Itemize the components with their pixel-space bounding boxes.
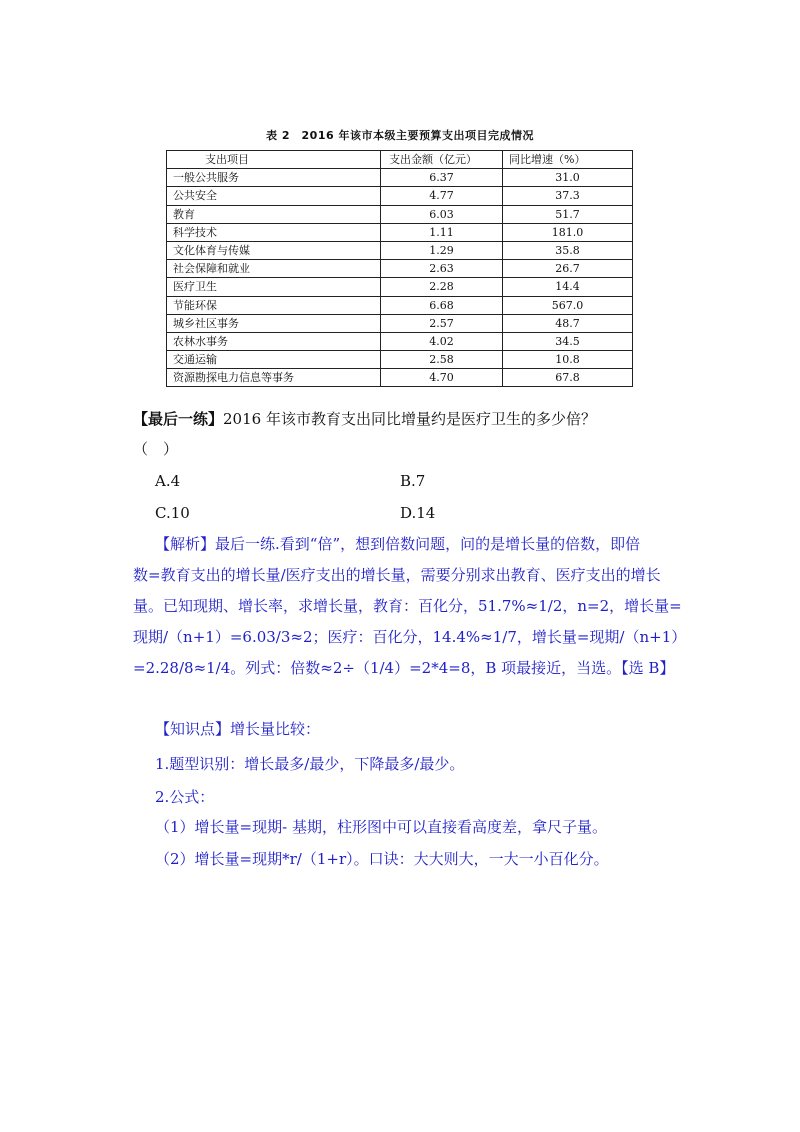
table-header-row bbox=[167, 151, 633, 169]
table-row bbox=[167, 241, 633, 259]
knowledge-line-1: 1.题型识别：增长最多/最少，下降最多/最少。 bbox=[155, 755, 465, 773]
cell-amount: 4.77 bbox=[381, 187, 503, 205]
analysis-line-3: 量。已知现期、增长率，求增长量，教育：百化分，51.7%≈1/2，n=2，增长量= bbox=[133, 597, 682, 615]
header-item: 支出项目 bbox=[167, 151, 381, 169]
cell-growth: 14.4 bbox=[503, 278, 633, 296]
cell-growth: 51.7 bbox=[503, 205, 633, 223]
cell-growth: 35.8 bbox=[503, 241, 633, 259]
cell-item: 社会保障和就业 bbox=[167, 260, 381, 278]
option-d: D.14 bbox=[400, 504, 436, 522]
cell-growth: 48.7 bbox=[503, 314, 633, 332]
cell-amount: 4.02 bbox=[381, 332, 503, 350]
cell-amount: 2.63 bbox=[381, 260, 503, 278]
knowledge-title: 【知识点】增长量比较： bbox=[155, 720, 321, 738]
cell-item: 医疗卫生 bbox=[167, 278, 381, 296]
table-row bbox=[167, 169, 633, 187]
table-row bbox=[167, 260, 633, 278]
cell-amount: 6.68 bbox=[381, 296, 503, 314]
question-prefix: 【最后一练】 bbox=[133, 410, 224, 428]
analysis-line-5: =2.28/8≈1/4。列式：倍数≈2÷（1/4）=2*4=8，B 项最接近，当选。【选 B】 bbox=[133, 659, 675, 677]
option-a: A.4 bbox=[155, 472, 181, 490]
cell-growth: 67.8 bbox=[503, 369, 633, 387]
cell-growth: 37.3 bbox=[503, 187, 633, 205]
cell-amount: 1.11 bbox=[381, 223, 503, 241]
cell-item: 教育 bbox=[167, 205, 381, 223]
table-title: 表 2 2016 年该市本级主要预算支出项目完成情况 bbox=[266, 129, 534, 142]
cell-item: 农林水事务 bbox=[167, 332, 381, 350]
cell-growth: 10.8 bbox=[503, 351, 633, 369]
analysis-line-2: 数=教育支出的增长量/医疗支出的增长量，需要分别求出教育、医疗支出的增长 bbox=[133, 566, 661, 584]
answer-bracket: （ ） bbox=[133, 440, 179, 458]
cell-growth: 31.0 bbox=[503, 169, 633, 187]
cell-item: 一般公共服务 bbox=[167, 169, 381, 187]
cell-item: 节能环保 bbox=[167, 296, 381, 314]
question-text: 2016 年该市教育支出同比增量约是医疗卫生的多少倍？ bbox=[223, 410, 596, 428]
cell-item: 公共安全 bbox=[167, 187, 381, 205]
header-growth: 同比增速（%） bbox=[503, 151, 633, 169]
cell-amount: 2.57 bbox=[381, 314, 503, 332]
cell-item: 资源勘探电力信息等事务 bbox=[167, 369, 381, 387]
question-line bbox=[133, 409, 596, 429]
cell-amount: 2.28 bbox=[381, 278, 503, 296]
cell-item: 城乡社区事务 bbox=[167, 314, 381, 332]
cell-amount: 6.37 bbox=[381, 169, 503, 187]
cell-growth: 567.0 bbox=[503, 296, 633, 314]
budget-table bbox=[166, 150, 633, 387]
cell-growth: 34.5 bbox=[503, 332, 633, 350]
cell-item: 交通运输 bbox=[167, 351, 381, 369]
cell-item: 文化体育与传媒 bbox=[167, 241, 381, 259]
knowledge-line-2: 2.公式： bbox=[155, 788, 215, 806]
option-c: C.10 bbox=[155, 504, 190, 522]
cell-growth: 26.7 bbox=[503, 260, 633, 278]
analysis-line-1: 【解析】最后一练.看到“倍”，想到倍数问题，问的是增长量的倍数，即倍 bbox=[155, 535, 641, 553]
header-amount: 支出金额（亿元） bbox=[381, 151, 503, 169]
table-row bbox=[167, 223, 633, 241]
cell-amount: 4.70 bbox=[381, 369, 503, 387]
table-row bbox=[167, 205, 633, 223]
cell-growth: 181.0 bbox=[503, 223, 633, 241]
table-row bbox=[167, 296, 633, 314]
cell-amount: 2.58 bbox=[381, 351, 503, 369]
cell-item: 科学技术 bbox=[167, 223, 381, 241]
cell-amount: 6.03 bbox=[381, 205, 503, 223]
table-row bbox=[167, 278, 633, 296]
analysis-line-4: 现期/（n+1）=6.03/3≈2；医疗：百化分，14.4%≈1/7，增长量=现期/（n+1） bbox=[133, 628, 687, 646]
table-row bbox=[167, 187, 633, 205]
table-row bbox=[167, 369, 633, 387]
knowledge-line-3: （1）增长量=现期- 基期，柱形图中可以直接看高度差，拿尺子量。 bbox=[155, 818, 607, 836]
table-row bbox=[167, 351, 633, 369]
table-row bbox=[167, 314, 633, 332]
knowledge-line-4: （2）增长量=现期*r/（1+r）。口诀：大大则大，一大一小百化分。 bbox=[155, 850, 609, 868]
cell-amount: 1.29 bbox=[381, 241, 503, 259]
table-row bbox=[167, 332, 633, 350]
option-b: B.7 bbox=[400, 472, 426, 490]
